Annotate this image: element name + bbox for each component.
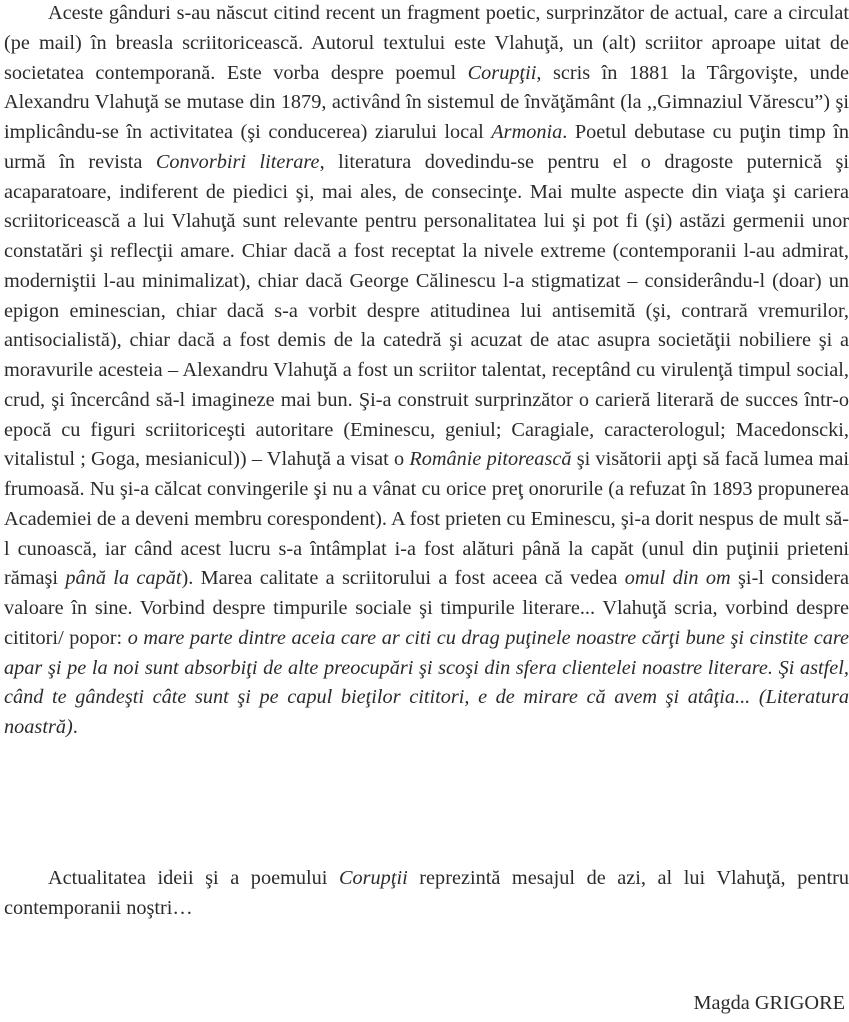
italic-phrase: Armonia	[491, 121, 563, 143]
italic-phrase: până la capăt	[65, 567, 182, 590]
italic-phrase: Românie pitorească	[409, 448, 572, 471]
text-run: . Poetul debutase cu puţin timp în urmă în revista	[4, 121, 849, 173]
italic-phrase: Corupţii	[467, 61, 537, 84]
text-run: , scris în 1881 la Târgovişte, unde Alexandru Vlahuţă se mutase din 1879, activând în sistemul de învăţământ (la ,,Gimnaziul Vărescu”) şi implicându-se în activitatea (şi conducerea) ziarului local	[4, 61, 849, 143]
text-run: , literatura dovedindu-se pentru el o dragoste puternică şi acaparatoare, indiferent de piedici şi, mai ales, de consecinţe. Mai multe aspecte din viaţa şi cariera scriitoricească a lui Vlahuţă sunt relevante pentru personalitatea lui şi pot fi (şi) astăzi germenii unor constatări şi reflecţii amare. Chiar dacă a fost receptat la nivele extreme (contemporanii l-au admirat, moderniştii l-au minimalizat), chiar dacă George Călinescu l-a stigmatizat – considerându-l (doar) un epigon eminescian, chiar dacă s-a vorbit despre atitudinea lui antisemită (şi, contrară vremurilor, antisocialistă), chiar dacă a fost demis de la catedră şi acuzat de atac asupra societăţii nobiliere şi a moravurile acesteia – Alexandru Vlahuţă a fost un scriitor talentat, receptând cu virulenţă timpul social, crud, şi încercând să-l imagineze mai bun. Şi-a construit surprinzător o carieră literară de succes într-o epocă cu figuri scriitoriceşti autoritare (Eminescu, geniul; Caragiale, caracterologul; Macedonscki, vitalistul ; Goga, mesianicul)) – Vlahuţă a visat o	[4, 150, 849, 471]
text-run: reprezintă mesajul de azi, al lui Vlahuţă, pentru contemporanii noştri…	[4, 867, 849, 919]
text-run: Actualitatea ideii şi a poemului	[48, 867, 339, 889]
italic-phrase: Corupţii	[338, 867, 408, 889]
text-run: ). Marea calitate a scriitorului a fost aceea că vedea	[181, 567, 625, 590]
body-paragraph-2	[4, 864, 849, 924]
text-run: şi visătorii apţi să facă lumea mai frumoasă. Nu şi-a călcat convingerile şi nu a vânat cu orice preţ onorurile (a refuzat în 1893 propunerea Academiei de a deveni membru corespondent). A fost prieten cu Eminescu, şi-a dorit nespus de mult să-l cunoască, iar când acest lucru s-a întâmplat i-a fost alături până la capăt (unul din puţinii prieteni rămaşi	[4, 448, 849, 590]
italic-phrase: omul din om	[624, 567, 731, 590]
body-paragraph-1	[4, 0, 849, 743]
author-signature: Magda GRIGORE	[693, 992, 845, 1014]
italic-phrase: o mare parte dintre aceia care ar citi cu drag puţinele noastre cărţi bune şi cinstite care apar şi pe la noi sunt absorbiţi de alte preocupări şi scoşi din sfera clientelei noastre literare. Şi astfel, când te gândeşti câte sunt şi pe capul bieţilor cititori, e de mirare că avem şi atâţia... (Literatura noastră)	[4, 626, 849, 738]
text-run: .	[72, 716, 78, 738]
text-run: Aceste gânduri s-au născut citind recent un fragment poetic, surprinzător de actual, care a circulat (pe mail) în breasla scriitoricească. Autorul textului este Vlahuţă, un (alt) scriitor aproape uitat de societatea contemporană. Este vorba despre poemul	[4, 2, 849, 84]
italic-phrase: Convorbiri literare	[155, 150, 320, 173]
text-run: şi-l considera valoare în sine. Vorbind despre timpurile sociale şi timpurile literare... Vlahuţă scria, vorbind despre cititori/ popor:	[4, 567, 849, 649]
